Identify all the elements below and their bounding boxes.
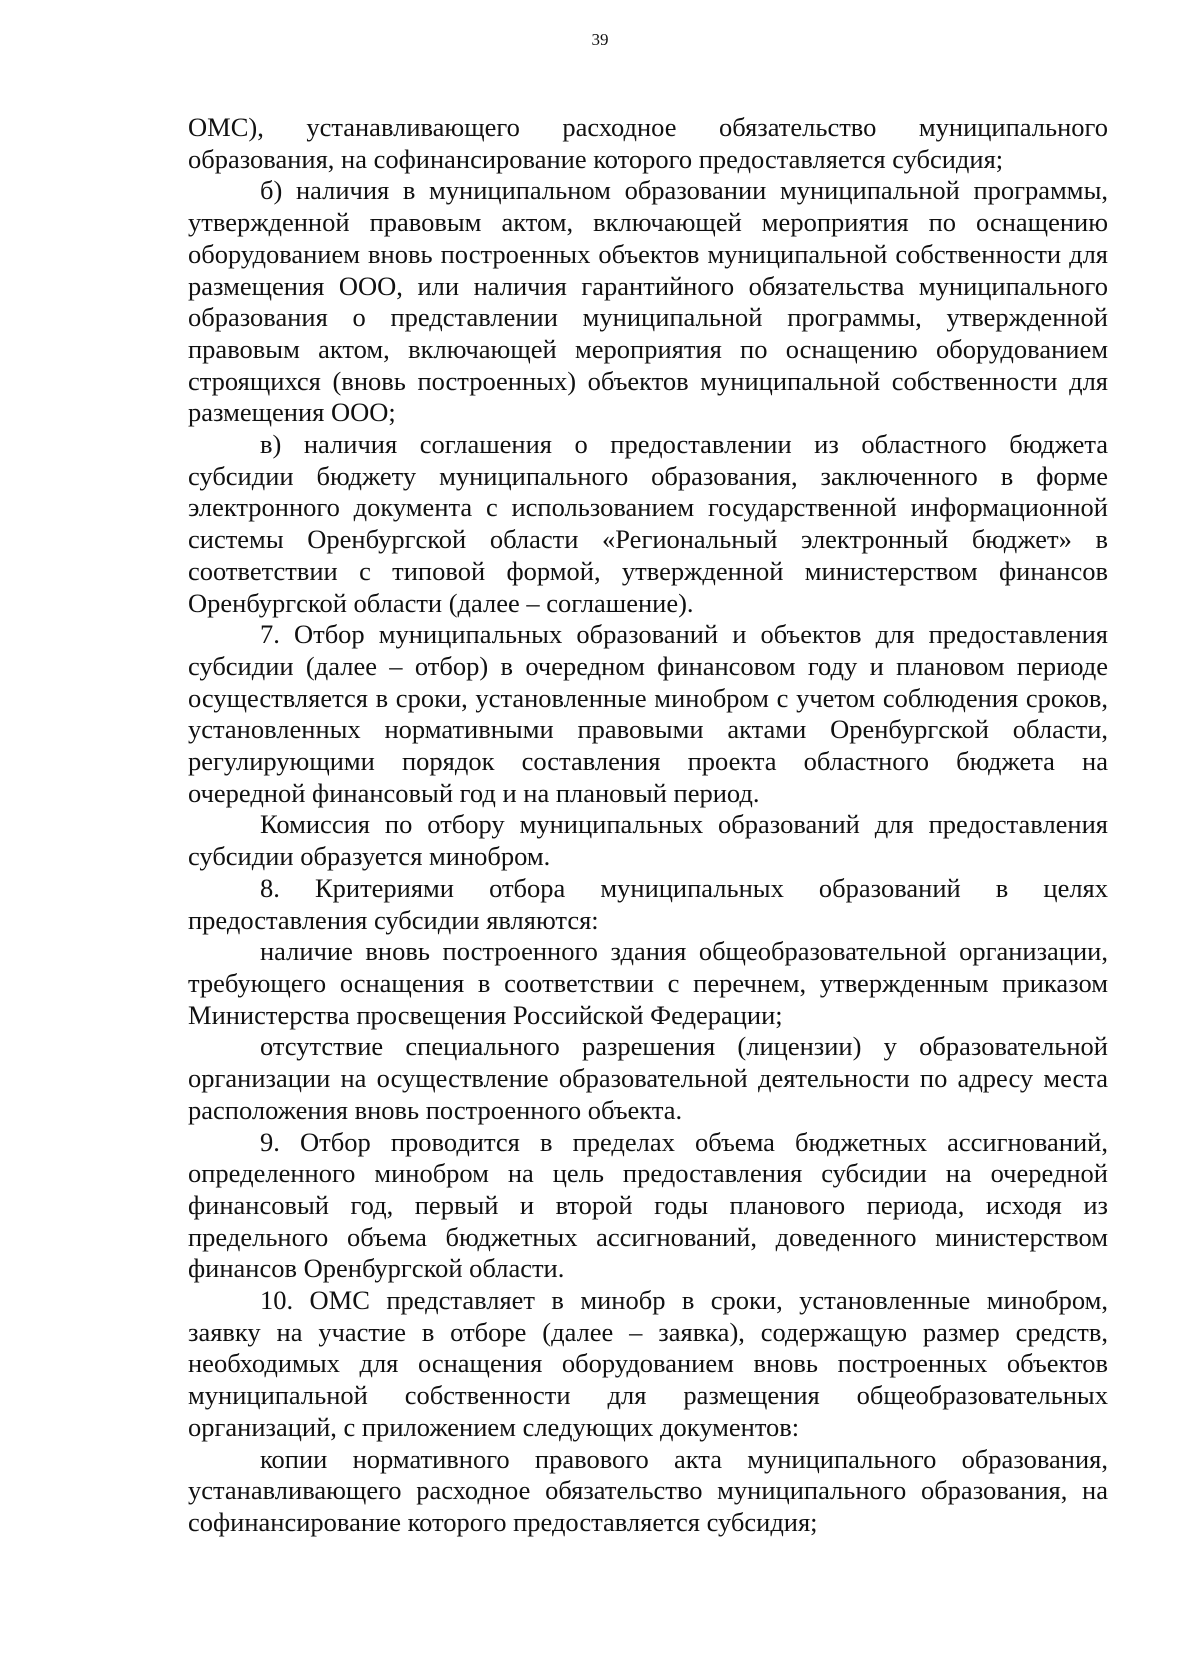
- paragraph-item-b: б) наличия в муниципальном образовании муниципальной программы, утвержденной правовым актом, включающей мероприятия по оснащению оборудованием вновь построенных объектов муниципальной собственности для размещения ООО, или наличия гарантийного обязательства муниципального образования о представлении муниципальной программы, утвержденной правовым актом, включающей мероприятия по оснащению оборудованием строящихся (вновь построенных) объектов муниципальной собственности для размещения ООО;: [188, 175, 1108, 428]
- paragraph-document-copies: копии нормативного правового акта муниципального образования, устанавливающего расходное обязательство муниципального образования, на софинансирование которого предоставляется субсидия;: [188, 1443, 1108, 1537]
- paragraph-oms-continuation: ОМС), устанавливающего расходное обязательство муниципального образования, на софинансирование которого предоставляется субсидия;: [188, 112, 1108, 174]
- paragraph-criterion-building: наличие вновь построенного здания общеобразовательной организации, требующего оснащения в соответствии с перечнем, утвержденным приказом Министерства просвещения Российской Федерации;: [188, 936, 1108, 1030]
- paragraph-section-7: 7. Отбор муниципальных образований и объектов для предоставления субсидии (далее – отбор) в очередном финансовом году и плановом периоде осуществляется в сроки, установленные минобром с учетом соблюдения сроков, установленных нормативными правовыми актами Оренбургской области, регулирующими порядок составления проекта областного бюджета на очередной финансовый год и на плановый период.: [188, 619, 1108, 808]
- paragraph-section-8: 8. Критериями отбора муниципальных образований в целях предоставления субсидии являются:: [188, 872, 1108, 935]
- paragraph-section-9: 9. Отбор проводится в пределах объема бюджетных ассигнований, определенного минобром на цель предоставления субсидии на очередной финансовый год, первый и второй годы планового периода, исходя из предельного объема бюджетных ассигнований, доведенного министерством финансов Оренбургской области.: [188, 1126, 1108, 1284]
- paragraph-criterion-license: отсутствие специального разрешения (лицензии) у образовательной организации на осуществление образовательной деятельности по адресу места расположения вновь построенного объекта.: [188, 1031, 1108, 1125]
- paragraph-commission: Комиссия по отбору муниципальных образований для предоставления субсидии образуется минобром.: [188, 809, 1108, 872]
- paragraph-section-10: 10. ОМС представляет в минобр в сроки, установленные минобром, заявку на участие в отборе (далее – заявка), содержащую размер средств, необходимых для оснащения оборудованием вновь построенных объектов муниципальной собственности для размещения общеобразовательных организаций, с приложением следующих документов:: [188, 1285, 1108, 1442]
- document-body: [188, 112, 1108, 1539]
- paragraph-item-v: в) наличия соглашения о предоставлении из областного бюджета субсидии бюджету муниципального образования, заключенного в форме электронного документа с использованием государственной информационной системы Оренбургской области «Региональный электронный бюджет» в соответствии с типовой формой, утвержденной министерством финансов Оренбургской области (далее – соглашение).: [188, 429, 1108, 618]
- page-number: 39: [591, 30, 609, 49]
